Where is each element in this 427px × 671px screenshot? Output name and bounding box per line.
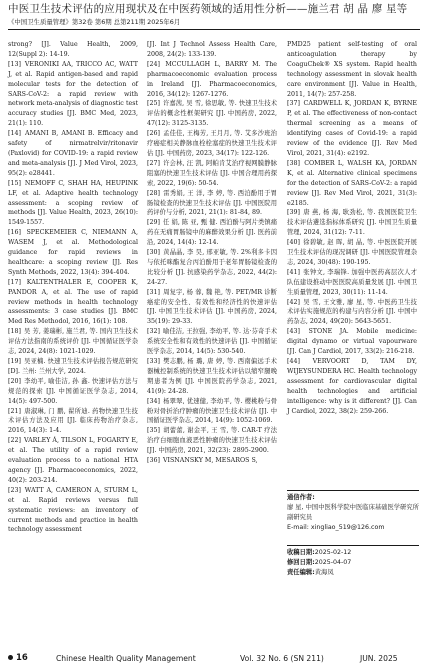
reference-text: 吴亚楠. 快速卫生技术评估报告规范研究 [D]. 兰州: 兰州大学, 2024. <box>8 358 138 375</box>
reference-text: CARDWELL K, JORDAN K, BYRNE P, et al. The effectiveness of non-contact thermal screening as a means of identifying cases of Covid-19: a rapid review of the evidence [J]. Rev Med Virol, 2021, 31(4): e2192. <box>287 100 417 157</box>
contact-email: E-mail: xingliao_519@126.com <box>287 524 385 531</box>
reference-item <box>147 288 277 328</box>
reference-item <box>8 486 138 536</box>
reference-number: [15] <box>8 179 21 187</box>
reference-number: [42] <box>287 298 300 306</box>
reference-number: [25] <box>147 100 160 108</box>
header-rule <box>8 29 420 30</box>
contact-label: 通信作者: <box>287 494 315 501</box>
reference-text: 喻佳洁, 王拉强, 李幼平, 等. 达·芬奇手术系统安全性和有效性的快速评估 [J]. 中国循证医学杂志, 2014, 14(5): 530-540. <box>147 328 277 356</box>
reference-text: 许会林, 汪 凯, 阿帕肯艾治疗视网膜静脉阻塞的快速卫生技术评估 [J]. 中国合理用药探索, 2022, 19(6): 50-54. <box>147 159 277 187</box>
contact-author: 廖 星, 中国中医科学院中医临床基础医学研究所副研究员 <box>287 504 419 521</box>
reference-text: 张钟文, 李瑞锋. 加强中医药高层次人才队伍建设推动中医医院高质量发展 [J]. 中国卫生质量管理, 2023, 30(11): 11-14. <box>287 268 417 296</box>
reference-column-1 <box>8 40 138 535</box>
reference-number: [40] <box>287 239 300 247</box>
reference-number: [18] <box>8 328 21 336</box>
reference-text: 孟佳佳, 王梅芳, 王月月, 等. 艾多沙班治疗癌症相关静脉血栓栓塞症的快速卫生技术评估 [J]. 中国药房, 2023, 34(17): 122-126. <box>147 130 277 157</box>
date-value: 黄海凤 <box>314 569 334 576</box>
reference-text: STONE JA. Mobile medicine: digital dynamo or virtual vapourware [J]. Can J Cardiol, 2017, 33(2): 216-218. <box>287 328 417 356</box>
reference-text: 周复宇, 杨 蓉, 魏 艳, 等. PET/MR 诊断癌症的安全性、有效性和经济性的快速评估 [J]. 中国卫生技术评估 [J]. 中国药房, 2024, 35(19): 29-33. <box>147 288 277 326</box>
reference-number: [21] <box>8 407 21 415</box>
reference-column-3 <box>287 40 417 416</box>
reference-item <box>287 238 417 268</box>
reference-number: [30] <box>147 249 160 257</box>
reference-item <box>147 99 277 129</box>
reference-number: [29] <box>147 219 160 227</box>
reference-continuation: [J]. Int J Technol Assess Health Care, 2008, 24(2): 133-139. <box>147 41 277 58</box>
running-title: 中医卫生技术评估的应用现状及在中医药领域的适用性分析——施兰君 胡 晶 廖 星等 <box>8 3 408 15</box>
date-label: 收稿日期: <box>287 549 315 556</box>
reference-number: [13] <box>8 60 21 68</box>
footer-date: JUN. 2025 <box>360 654 398 663</box>
reference-item <box>287 327 417 357</box>
reference-text: 任 娟, 陈 亚, 甄 健. 西泊酚与阿片类镇痛药在无痛胃肠镜中的麻醉效果分析 [J]. 医药前沿, 2024, 14(4): 12-14. <box>147 219 277 247</box>
reference-number: [22] <box>8 437 21 445</box>
reference-item <box>147 397 277 427</box>
bullet-icon <box>8 655 13 660</box>
reference-number: [31] <box>147 288 160 296</box>
reference-item <box>147 129 277 159</box>
reference-number: [41] <box>287 268 300 276</box>
reference-item <box>147 248 277 288</box>
received-date <box>287 548 419 558</box>
reference-text: 李幼平, 喻佳洁, 孙 鑫. 快速评估方法与规范的探索 [J]. 中国循证医学杂志, 2014, 14(5): 497-500. <box>8 377 138 405</box>
reference-number: [39] <box>287 209 300 217</box>
reference-item <box>147 327 277 357</box>
reference-text: 唐淑琳, 门 鹏, 翟所迪. 药物快速卫生技术评估方法及应用 [J]. 临床药物治疗杂志, 2016, 14(3): 1-4. <box>8 407 138 435</box>
reference-item <box>147 357 277 397</box>
reference-item <box>147 456 277 466</box>
reference-text: COMBER L, WALSH KA, JORDAN K, et al. Alternative clinical specimens for the detection of SARS-CoV-2: a rapid review [J]. Rev Med Virol, 2021, 31(3): e2185. <box>287 159 417 207</box>
reference-number: [17] <box>8 278 21 286</box>
reference-text: VARLEY Á, TILSON L, FOGARTY E, et al. The utility of a rapid review evaluation process to a national HTA agency [J]. Pharmacoeconomics, 2022, 40(2): 203-214. <box>8 437 138 484</box>
reference-number: [28] <box>147 189 160 197</box>
reference-item <box>287 357 417 416</box>
reference-item <box>287 268 417 298</box>
reference-text: NEMOFF C, SHAH HA, HEUPINK LF, et al. Adaptive health technology assessment: a scoping review of methods [J]. Value Health, 2023, 26(10): 1549-1557. <box>8 179 138 227</box>
reference-number: [44] <box>287 358 300 365</box>
reference-number: [32] <box>147 328 160 336</box>
date-value: 2025-02-12 <box>314 549 352 556</box>
page-number <box>8 653 28 663</box>
reference-item <box>8 278 138 328</box>
reference-number: [36] <box>147 457 160 465</box>
reference-text: MCCULLAGH L, BARRY M. The pharmacoeconomic evaluation process in Ireland [J]. Pharmacoeconomics, 2016, 34(12): 1267-1276. <box>147 60 277 98</box>
reference-item <box>8 179 138 229</box>
reference-item <box>8 407 138 437</box>
reference-continuation: PMD25 patient self-testing of oral anticoagulation therapy by CoaguChek® XS system. Rapid health technology assessment in slovak health care environment [J]. Value in Health, 2011, 14(7): 257-258. <box>287 41 417 98</box>
date-value: 2025-04-07 <box>314 559 352 566</box>
reference-number: [26] <box>147 130 160 138</box>
reference-text: 吴 雪, 王文雅, 廖 星, 等. 中医药卫生技术评估实施规范的构建与内容分析 [J]. 中国中药杂志, 2024, 49(20): 5643-5651. <box>287 298 417 326</box>
reference-item <box>147 426 277 456</box>
reference-text: KALTENTHALER E, COOPER K, PANDOR A, et al. The use of rapid review methods in health technology assessments: 3 case studies [J]. BMC Med Res Methodol, 2016, 16(1): 108. <box>8 278 138 326</box>
journal-issue-line: 《中国卫生质量管理》第32卷 第6期 总第211期 2025年6月 <box>8 18 181 26</box>
reference-text: 樊志鹏, 杨 璐, 唐 婷, 等. 西南偏远手术器械控制系统的快速卫生技术评估以缩窄腿晚期患者为例 [J]. 中国医院药学杂志, 2021, 41(9): 24-28. <box>147 358 277 395</box>
reference-item <box>8 377 138 407</box>
reference-item <box>8 436 138 486</box>
reference-item <box>287 159 417 209</box>
reference-number: [27] <box>147 159 160 167</box>
reference-text: SPECKEMEIER C, NIEMANN A, WASEM J, et al. Methodological guidance for rapid reviews in healthcare: a scoping review [J]. Res Synth Methods, 2022, 13(4): 394-404. <box>8 229 138 276</box>
reference-text: 许嘉茜, 吴 雪, 徐思敏, 等. 快速卫生技术评估的概念性框架研究 [J]. 中国药房, 2022, 47(12): 3125-3135. <box>147 100 277 128</box>
reference-item <box>147 159 277 189</box>
reference-item <box>8 357 138 377</box>
page-number-text: 16 <box>16 653 28 663</box>
contact-rule-bottom <box>287 545 419 546</box>
reference-text: 雷秀娟, 王 洋, 李 婷, 等. 西泊酚用于胃肠镜检查的快速卫生技术评估 [J]. 中国医院用药评价与分析, 2021, 21(1): 81-84, 89. <box>147 189 277 217</box>
article-dates <box>287 548 419 578</box>
page-footer <box>0 652 427 668</box>
page-header <box>8 2 420 36</box>
editor-line <box>287 568 419 578</box>
reference-number: [19] <box>8 358 21 365</box>
reference-item <box>287 208 417 238</box>
reference-text: 唐 燕, 杨 海, 耿劲松, 等. 我国医院卫生技术评估遴选指标体系研究 [J]. 中国卫生质量管理, 2024, 31(12): 7-11. <box>287 209 417 237</box>
reference-number: [14] <box>8 130 21 138</box>
reference-text: 胡蕾蕾, 谢金平, 王 雪, 等. CAR-T 疗法治疗白细胞血液恶性肿瘤的快速卫生技术评估 [J]. 中国药房, 2021, 32(23): 2895-2900. <box>147 427 277 455</box>
reference-item <box>8 129 138 179</box>
date-label: 责任编辑: <box>287 569 315 576</box>
reference-item <box>147 218 277 248</box>
corresponding-author-box <box>287 493 419 533</box>
reference-text: VISNANSKY M, MESAROS S, <box>162 457 258 465</box>
footer-journal-name: Chinese Health Quality Management <box>56 654 196 663</box>
reference-item <box>8 327 138 357</box>
reference-number: [23] <box>8 486 21 494</box>
reference-number: [16] <box>8 229 21 237</box>
reference-item <box>8 60 138 129</box>
reference-text: VERVOORT D, TAM DY, WIJEYSUNDERA HC. Health technology assessment for cardiovascular digital health technologies and artificial intelligence: why is it different? [J]. Can J Cardiol, 2022, 38(2): 259-266. <box>287 358 417 415</box>
footer-volume: Vol. 32 No. 6 (SN 211) <box>240 654 324 663</box>
reference-item <box>287 298 417 328</box>
reference-text: 徐碧敏, 赵 晖, 胡 晶, 等. 中医医院开展卫生技术评估的现况调研 [J]. 中国医院管理杂志, 2024, 30(48): 190-195. <box>287 239 417 266</box>
contact-rule-top <box>287 490 419 491</box>
reference-number: [33] <box>147 358 160 365</box>
reference-number: [20] <box>8 377 21 385</box>
reference-text: 杨翠翠, 优速健, 李幼平, 等. 樱桃粉与骨粉对骨折治疗肿瘤的快速卫生技术评估 [J]. 中国循证医学杂志, 2014, 14(9): 1052-1069. <box>147 397 277 425</box>
reference-item <box>8 228 138 278</box>
reference-text: VERONIKI AA, TRICCO AC, WATT J, et al. Rapid antigen-based and rapid molecular tests for the detection of SARS-CoV-2: a rapid review with network meta-analysis of diagnostic test accuracy studies [J]. BMC Med, 2023, 21(1): 110. <box>8 60 138 128</box>
reference-text: 黄晶晶, 李 昊, 邢亚敏, 等. 2%利多卡因与依托咪酯复合丙泊酚用于老年胃肠镜检查的比较分析 [J]. 抗感染药学杂志, 2022, 44(2): 24-27. <box>147 249 277 286</box>
reference-number: [35] <box>147 427 160 435</box>
reference-item <box>147 60 277 100</box>
reference-text: 吴 芳, 姜瑞彬, 施兰君, 等. 国内卫生技术评估方法指南的系统评价 [J]. 中国循证医学杂志, 2024, 24(8): 1021-1029. <box>8 328 138 356</box>
revised-date <box>287 558 419 568</box>
reference-text: AMANI B, AMANI B. Efficacy and safety of nirmatrelvir/ritonavir (Paxlovid) for COVID-19: a rapid review and meta-analysis [J]. J Med Virol, 2023, 95(2): e28441. <box>8 130 138 177</box>
reference-number: [24] <box>147 60 160 68</box>
reference-column-2 <box>147 40 277 466</box>
reference-text: WATT A, CAMERON A, STURM L, et al. Rapid reviews versus full systematic reviews: an inventory of current methods and practice in health technology assessment <box>8 486 138 534</box>
reference-number: [43] <box>287 328 300 336</box>
date-label: 修回日期: <box>287 559 315 566</box>
reference-continuation: strong? [J]. Value Health, 2009, 12(Suppl 2): 14-19. <box>8 41 138 58</box>
reference-number: [34] <box>147 397 160 405</box>
reference-number: [38] <box>287 159 300 167</box>
reference-number: [37] <box>287 100 300 108</box>
reference-item <box>287 99 417 158</box>
reference-item <box>147 189 277 219</box>
